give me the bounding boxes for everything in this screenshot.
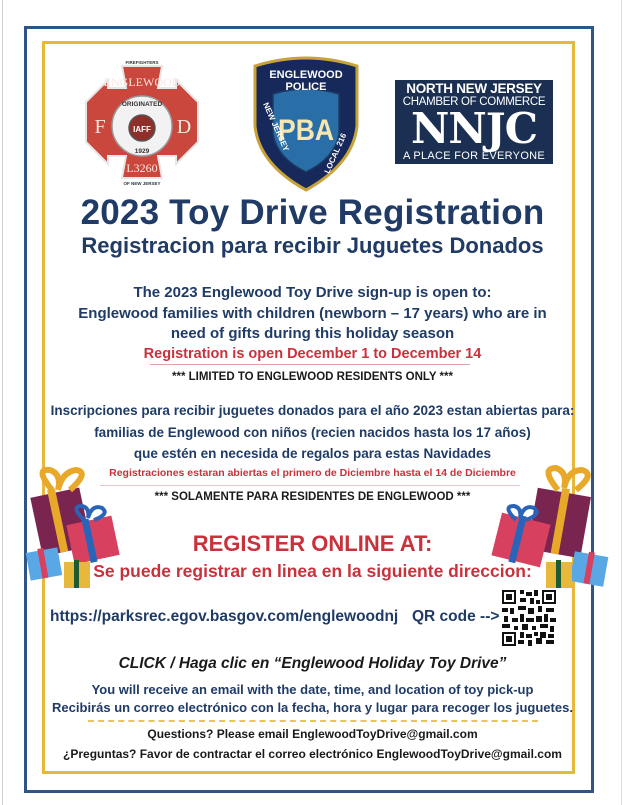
pba-line1: ENGLEWOOD [269, 69, 343, 81]
spanish-dates-underline [100, 485, 520, 486]
page-subtitle: Registracion para recibir Juguetes Donados [81, 233, 544, 258]
english-limit: *** LIMITED TO ENGLEWOOD RESIDENTS ONLY *** [172, 371, 453, 383]
iaff-right-letter: D [176, 116, 192, 138]
footer-divider [88, 720, 538, 722]
spanish-line1: Inscripciones para recibir juguetes donados para el año 2023 estan abiertas para: [50, 403, 575, 418]
police-pba-logo [249, 56, 363, 192]
questions-spanish: ¿Preguntas? Favor de contractar el correo electrónico EnglewoodToyDrive@gmail.com [63, 747, 562, 761]
click-instruction: CLICK / Haga clic en “Englewood Holiday Toy Drive” [118, 655, 507, 672]
spanish-line3: que estén en necesida de regalos para estas Navidades [133, 446, 492, 461]
english-dates-underline [150, 364, 470, 365]
email-notice-es: Recibirás un correo electrónico con la fecha, hora y lugar para recoger los juguetes. [52, 700, 573, 715]
spanish-dates: Registraciones estaran abiertas el primero de Diciembre hasta el 14 de Diciembre [109, 467, 516, 479]
chamber-tagline: A PLACE FOR EVERYONE [402, 150, 546, 162]
iaff-name-text: ENGLEWOOD [103, 75, 181, 89]
iaff-mark-text: IAFF [133, 125, 151, 134]
iaff-local-text: L3260 [126, 161, 158, 175]
qr-code-label: QR code --> [412, 608, 500, 625]
qr-code-icon[interactable] [502, 590, 556, 646]
iaff-top-arc: FIREFIGHTERS [125, 60, 159, 65]
pba-left-text: NEW JERSEY [261, 101, 291, 153]
chamber-acronym: NNJC [410, 104, 538, 153]
english-line1: The 2023 Englewood Toy Drive sign-up is open to: [133, 284, 492, 301]
chamber-line2: CHAMBER OF COMMERCE [402, 96, 546, 108]
registration-url-link[interactable]: https://parksrec.egov.basgov.com/englewoodnj [50, 608, 399, 625]
register-heading: REGISTER ONLINE AT: [192, 531, 433, 556]
english-line3: need of gifts during this holiday season [170, 325, 455, 342]
spanish-limit: *** SOLAMENTE PARA RESIDENTES DE ENGLEWOOD *** [154, 491, 471, 503]
iaff-ring-text: ORIGINATED [121, 101, 163, 108]
iaff-left-letter: F [94, 116, 106, 138]
questions-english: Questions? Please email EnglewoodToyDrive@gmail.com [147, 727, 478, 741]
firefighters-logo [78, 58, 206, 186]
iaff-bottom-arc: OF NEW JERSEY [123, 181, 161, 186]
email-notice: You will receive an email with the date, time, and location of toy pick-up [91, 682, 534, 697]
iaff-year-text: 1929 [134, 148, 150, 155]
spanish-line2: familias de Englewood con niños (recien nacidos hasta los 17 años) [94, 425, 531, 440]
english-dates: Registration is open December 1 to December 14 [143, 346, 482, 362]
register-heading-es: Se puede registrar en linea en la siguiente direccion: [93, 561, 532, 581]
english-line2: Englewood families with children (newborn – 17 years) who are in [78, 305, 547, 322]
chamber-line1: NORTH NEW JERSEY [406, 81, 542, 96]
chamber-logo [395, 80, 553, 164]
page-title: 2023 Toy Drive Registration [80, 193, 545, 232]
pba-center-text: PBA [278, 114, 334, 147]
pba-right-text: LOCAL 216 [322, 131, 349, 175]
pba-line2: POLICE [285, 81, 327, 93]
